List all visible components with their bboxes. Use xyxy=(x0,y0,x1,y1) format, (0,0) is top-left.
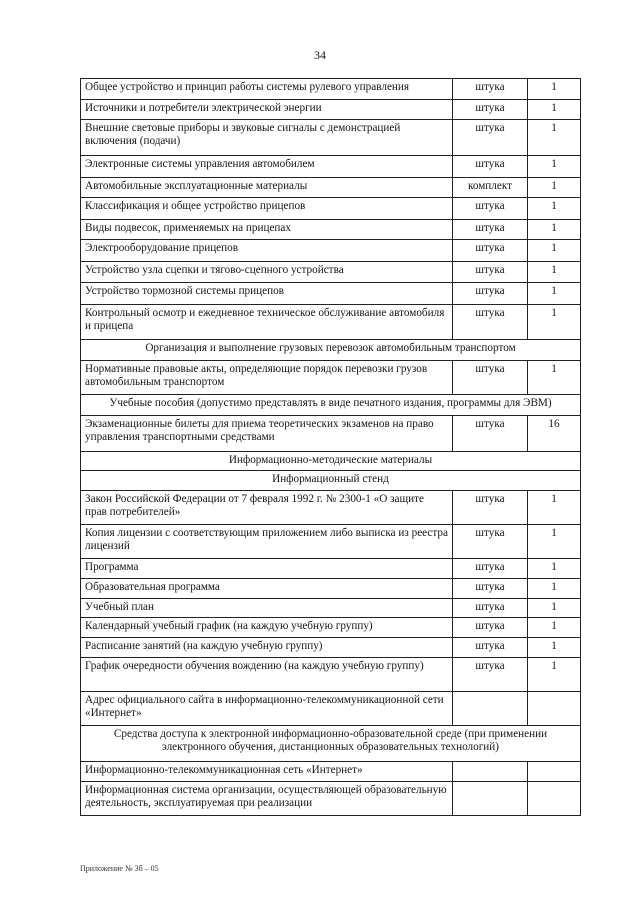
page-footer: Приложение № 3б – 05 xyxy=(80,864,159,873)
item-quantity: 1 xyxy=(528,120,581,156)
section-title: Организация и выполнение грузовых перевозок автомобильным транспортом xyxy=(81,340,581,361)
item-quantity: 1 xyxy=(528,240,581,262)
table-row xyxy=(81,79,581,100)
table-row xyxy=(81,762,581,782)
section-row xyxy=(81,395,581,416)
item-unit: штука xyxy=(453,491,528,525)
item-quantity: 1 xyxy=(528,283,581,305)
item-quantity: 1 xyxy=(528,156,581,178)
item-unit: штука xyxy=(453,525,528,559)
item-name: Календарный учебный график (на каждую учебную группу) xyxy=(81,618,453,638)
item-name: Расписание занятий (на каждую учебную группу) xyxy=(81,638,453,658)
table-row xyxy=(81,559,581,579)
item-unit: штука xyxy=(453,305,528,340)
item-name: Электронные системы управления автомобилем xyxy=(81,156,453,178)
table-row xyxy=(81,618,581,638)
item-quantity: 1 xyxy=(528,361,581,395)
item-name: Виды подвесок, применяемых на прицепах xyxy=(81,220,453,240)
item-quantity xyxy=(528,762,581,782)
section-row xyxy=(81,471,581,491)
table-row xyxy=(81,283,581,305)
item-unit: штука xyxy=(453,220,528,240)
table-row xyxy=(81,220,581,240)
item-name: Классификация и общее устройство прицепов xyxy=(81,198,453,220)
equipment-table xyxy=(80,78,581,816)
item-unit: штука xyxy=(453,120,528,156)
item-quantity: 1 xyxy=(528,638,581,658)
item-name: Внешние световые приборы и звуковые сигналы с демонстрацией включения (подачи) xyxy=(81,120,453,156)
item-unit xyxy=(453,782,528,816)
item-unit: штука xyxy=(453,559,528,579)
item-name: Информационная система организации, осуществляющей образовательную деятельность, эксплуатируемая при реализации xyxy=(81,782,453,816)
table-row xyxy=(81,579,581,599)
table-row xyxy=(81,305,581,340)
table-row xyxy=(81,491,581,525)
table-row xyxy=(81,198,581,220)
table-row xyxy=(81,599,581,618)
item-quantity: 1 xyxy=(528,100,581,120)
item-quantity: 1 xyxy=(528,79,581,100)
item-quantity: 1 xyxy=(528,262,581,283)
item-quantity: 1 xyxy=(528,658,581,692)
item-name: Образовательная программа xyxy=(81,579,453,599)
section-title: Информационно-методические материалы xyxy=(81,452,581,471)
item-unit: штука xyxy=(453,156,528,178)
item-unit: штука xyxy=(453,579,528,599)
item-name: Контрольный осмотр и ежедневное техническое обслуживание автомобиля и прицепа xyxy=(81,305,453,340)
section-row xyxy=(81,726,581,762)
item-quantity xyxy=(528,782,581,816)
item-name: Учебный план xyxy=(81,599,453,618)
table-row xyxy=(81,120,581,156)
section-row xyxy=(81,340,581,361)
item-unit: штука xyxy=(453,361,528,395)
table-row xyxy=(81,262,581,283)
item-name: Устройство тормозной системы прицепов xyxy=(81,283,453,305)
item-unit: штука xyxy=(453,240,528,262)
table-row xyxy=(81,416,581,452)
item-name: Устройство узла сцепки и тягово-сцепного устройства xyxy=(81,262,453,283)
table-row xyxy=(81,156,581,178)
table-row xyxy=(81,782,581,816)
table-row xyxy=(81,658,581,692)
item-unit xyxy=(453,692,528,726)
item-unit: штука xyxy=(453,283,528,305)
item-unit: штука xyxy=(453,658,528,692)
item-name: Источники и потребители электрической энергии xyxy=(81,100,453,120)
item-unit: штука xyxy=(453,618,528,638)
item-unit: штука xyxy=(453,79,528,100)
item-quantity: 1 xyxy=(528,525,581,559)
section-title: Учебные пособия (допустимо представлять в виде печатного издания, программы для ЭВМ) xyxy=(81,395,581,416)
item-quantity: 1 xyxy=(528,618,581,638)
section-title: Средства доступа к электронной информационно-образовательной среде (при применении электронного обучения, дистанционных образовательных технологий) xyxy=(81,726,581,762)
item-quantity: 1 xyxy=(528,599,581,618)
item-unit: комплект xyxy=(453,178,528,198)
item-name: Информационно-телекоммуникационная сеть «Интернет» xyxy=(81,762,453,782)
item-name: График очередности обучения вождению (на каждую учебную группу) xyxy=(81,658,453,692)
item-name: Нормативные правовые акты, определяющие порядок перевозки грузов автомобильным транспортом xyxy=(81,361,453,395)
item-unit xyxy=(453,762,528,782)
item-unit: штука xyxy=(453,638,528,658)
page-number: 34 xyxy=(314,48,326,62)
item-quantity xyxy=(528,692,581,726)
item-quantity: 16 xyxy=(528,416,581,452)
table-row xyxy=(81,100,581,120)
item-quantity: 1 xyxy=(528,198,581,220)
item-name: Закон Российской Федерации от 7 февраля 1992 г. № 2300-1 «О защите прав потребителей» xyxy=(81,491,453,525)
item-unit: штука xyxy=(453,262,528,283)
table-row xyxy=(81,178,581,198)
item-name: Автомобильные эксплуатационные материалы xyxy=(81,178,453,198)
table-row xyxy=(81,525,581,559)
item-quantity: 1 xyxy=(528,559,581,579)
item-unit: штука xyxy=(453,599,528,618)
equipment-table-body xyxy=(81,79,581,816)
table-row xyxy=(81,361,581,395)
item-name: Программа xyxy=(81,559,453,579)
item-quantity: 1 xyxy=(528,220,581,240)
item-unit: штука xyxy=(453,198,528,220)
section-title: Информационный стенд xyxy=(81,471,581,491)
table-row xyxy=(81,240,581,262)
item-quantity: 1 xyxy=(528,491,581,525)
item-unit: штука xyxy=(453,416,528,452)
item-name: Общее устройство и принцип работы системы рулевого управления xyxy=(81,79,453,100)
item-name: Экзаменационные билеты для приема теоретических экзаменов на право управления транспортными средствами xyxy=(81,416,453,452)
item-quantity: 1 xyxy=(528,305,581,340)
item-quantity: 1 xyxy=(528,579,581,599)
section-row xyxy=(81,452,581,471)
item-name: Электрооборудование прицепов xyxy=(81,240,453,262)
item-unit: штука xyxy=(453,100,528,120)
item-name: Копия лицензии с соответствующим приложением либо выписка из реестра лицензий xyxy=(81,525,453,559)
table-row xyxy=(81,692,581,726)
item-quantity: 1 xyxy=(528,178,581,198)
table-row xyxy=(81,638,581,658)
item-name: Адрес официального сайта в информационно-телекоммуникационной сети «Интернет» xyxy=(81,692,453,726)
